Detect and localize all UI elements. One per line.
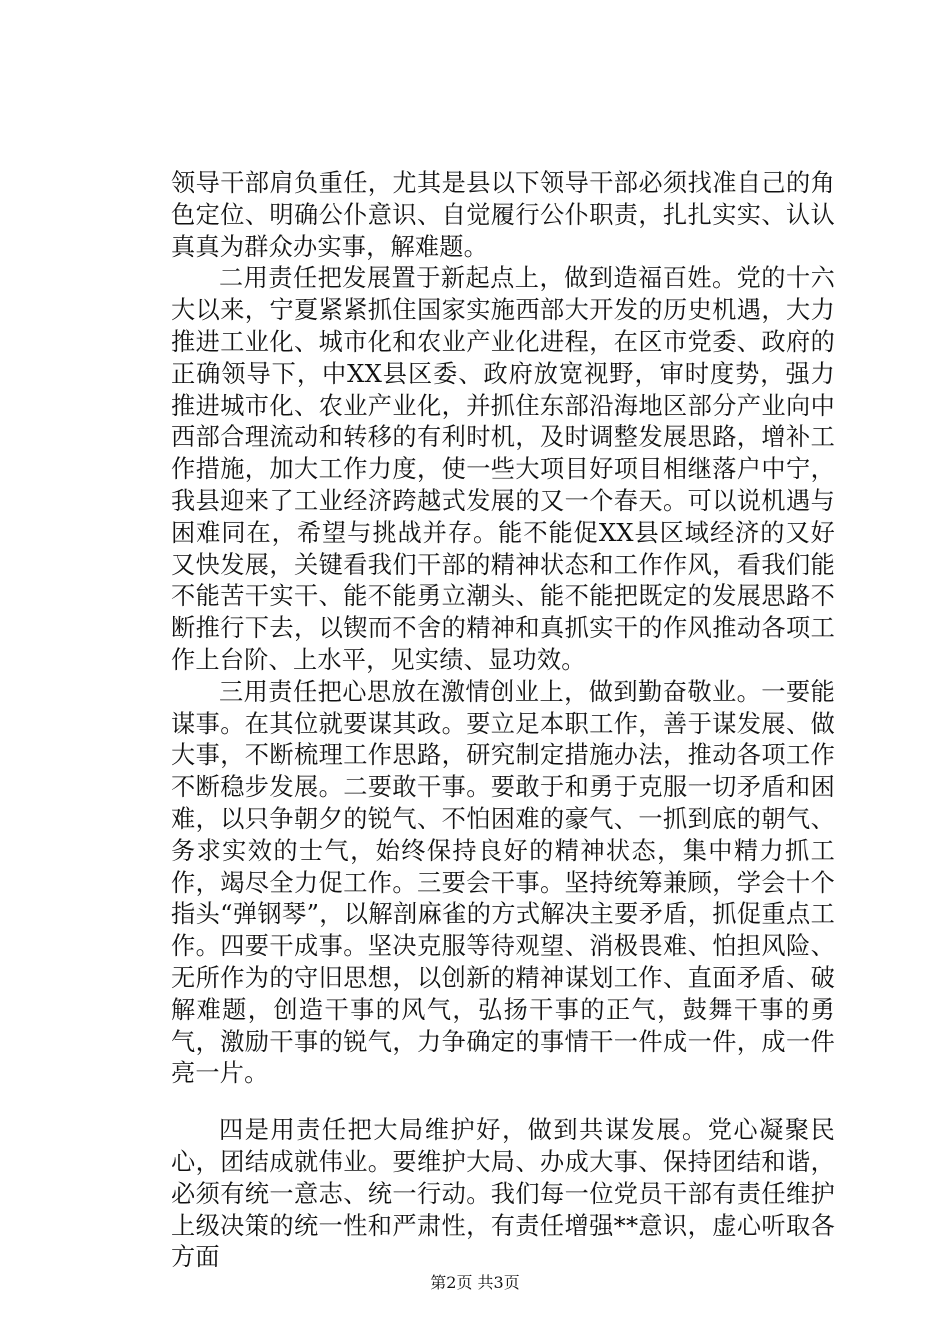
paragraph-three: 三用责任把心思放在激情创业上，做到勤奋敬业。一要能谋事。在其位就要谋其政。要立足本职工作，善于谋发展、做大事，不断梳理工作思路，研究制定措施办法，推动各项工作不断稳步发展。二要敢干事。要敢于和勇于克服一切矛盾和困难，以只争朝夕的锐气、不怕困难的豪气、一抓到底的朝气、务求实效的士气，始终保持良好的精神状态，集中精力抓工作，竭尽全力促工作。三要会干事。坚持统筹兼顾，学会十个指头“弹钢琴”，以解剖麻雀的方式解决主要矛盾，抓促重点工作。四要干成事。坚决克服等待观望、消极畏难、怕担风险、无所作为的守旧思想，以创新的精神谋划工作、直面矛盾、破解难题，创造干事的风气，弘扬干事的正气，鼓舞干事的勇气，激励干事的锐气，力争确定的事情干一件成一件，成一件亮一片。 [171,677,835,1088]
page-number-footer: 第2页 共3页 [430,1273,520,1292]
paragraph-two: 二用责任把发展置于新起点上，做到造福百姓。党的十六大以来，宁夏紧紧抓住国家实施西部大开发的历史机遇，大力推进工业化、城市化和农业产业化进程，在区市党委、政府的正确领导下，中XX县区委、政府放宽视野，审时度势，强力推进城市化、农业产业化，并抓住东部沿海地区部分产业向中西部合理流动和转移的有利时机，及时调整发展思路，增补工作措施，加大工作力度，使一些大项目好项目相继落户中宁，我县迎来了工业经济跨越式发展的又一个春天。可以说机遇与困难同在，希望与挑战并存。能不能促XX县区域经济的又好又快发展，关键看我们干部的精神状态和工作作风，看我们能不能苦干实干、能不能勇立潮头、能不能把既定的发展思路不断推行下去，以锲而不舍的精神和真抓实干的作风推动各项工作上台阶、上水平，见实绩、显功效。 [171,264,835,674]
paragraph-four: 四是用责任把大局维护好，做到共谋发展。党心凝聚民心，团结成就伟业。要维护大局、办成大事、保持团结和谐，必须有统一意志、统一行动。我们每一位党员干部有责任维护上级决策的统一性和严肃性，有责任增强**意识，虚心听取各方面 [171,1116,835,1272]
document-body [171,168,835,1274]
paragraph-continuation: 领导干部肩负重任，尤其是县以下领导干部必须找准自己的角色定位、明确公仆意识、自觉履行公仆职责，扎扎实实、认认真真为群众办实事，解难题。 [171,169,835,261]
